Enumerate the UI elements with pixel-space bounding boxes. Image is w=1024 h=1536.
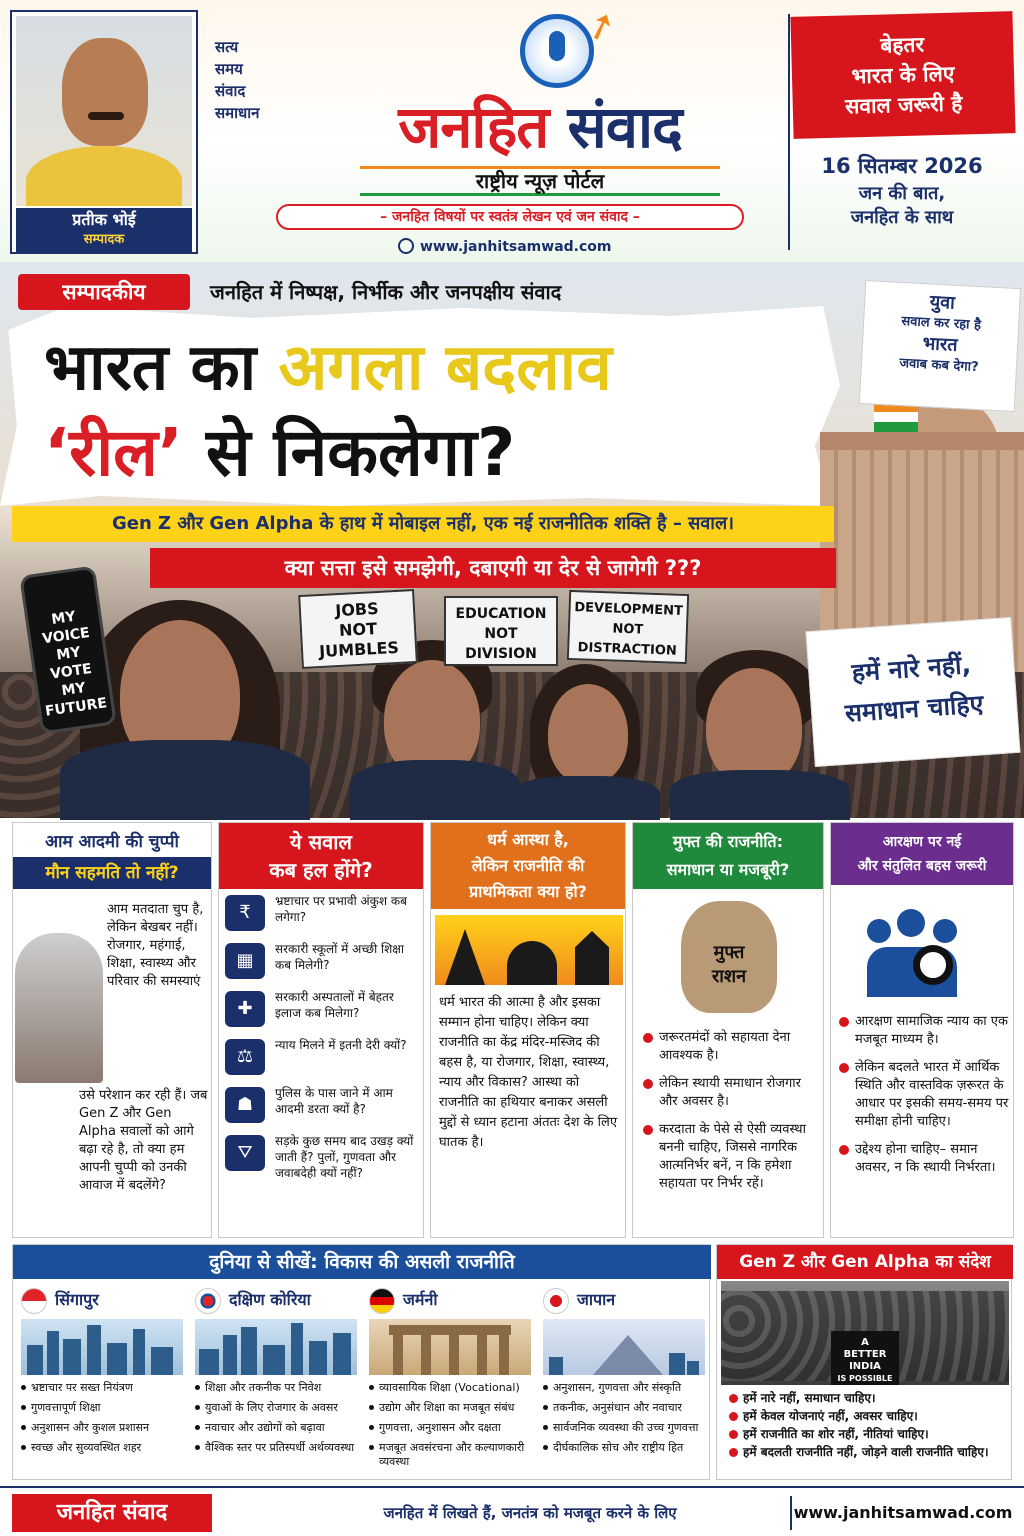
list-item: दीर्घकालिक सोच और राष्ट्रीय हित: [543, 1441, 707, 1455]
country-singapore: [15, 1281, 187, 1477]
column-header: [219, 823, 423, 889]
list-item: युवाओं के लिए रोजगार के अवसर: [195, 1401, 359, 1415]
column-reservation: [830, 822, 1014, 1238]
column-freebies: [632, 822, 824, 1238]
justice-scale-icon: ⚖: [225, 1039, 265, 1075]
list-item: हमें नारे नहीं, समाधान चाहिए।: [729, 1391, 1005, 1406]
editorial-subtitle: जनहित में निष्पक्ष, निर्भीक और जनपक्षीय संवाद: [210, 280, 562, 304]
protester-body: [60, 740, 310, 820]
placard-line: JOBS: [334, 598, 380, 621]
bag-label: राशन: [711, 966, 747, 987]
editor-name: प्रतीक भोई: [72, 210, 136, 229]
column-title: और संतुलित बहस जरूरी: [857, 858, 987, 874]
issue-date: 16 सितम्बर 2026: [821, 154, 983, 178]
slogan-line: बेहतर: [880, 32, 925, 58]
motto: [215, 36, 305, 124]
phone-text: FUTURE: [44, 695, 108, 720]
list-item: वैश्विक स्तर पर प्रतिस्पर्धी अर्थव्यवस्था: [195, 1441, 359, 1455]
column-text: उसे परेशान कर रही हैं। जब Gen Z और Gen Alpha सवालों को आगे बढ़ा रहे है, तो क्या हम आपनी चुप्पी को उनकी आवाज में बदलेंगे?: [79, 1088, 208, 1193]
question-text: सड़के कुछ समय बाद उखड़ क्यों जाती हैं? पुलों, गुणवता और जवाबदेही क्यों नहीं?: [275, 1134, 414, 1180]
country-name: [195, 1285, 357, 1315]
country-points: [21, 1381, 185, 1461]
headline-highlight: अगला बदलाव: [278, 331, 612, 405]
country-label: जर्मनी: [403, 1290, 438, 1309]
shirt-line: A: [861, 1337, 869, 1348]
police-icon: ☗: [225, 1087, 265, 1123]
solution-line: हमें नारे नहीं,: [850, 649, 972, 688]
motto-line: समय: [215, 60, 243, 78]
phone-text: MY: [60, 680, 87, 700]
country-label: सिंगापुर: [55, 1290, 99, 1309]
country-japan: [537, 1281, 709, 1477]
protester-body: [350, 760, 520, 820]
column-title: आम आदमी की चुप्पी: [45, 832, 179, 852]
slogan-box: [790, 11, 1015, 139]
column-header: [431, 823, 625, 909]
youth-question-card: [859, 280, 1021, 412]
placard-education: [444, 596, 558, 666]
header-tagline: – जनहित विषयों पर स्वतंत्र लेखन एवं जन संवाद –: [276, 204, 744, 230]
elderly-man-photo: [15, 933, 103, 1083]
list-item: सार्वजनिक व्यवस्था की उच्च गुणवत्ता: [543, 1421, 707, 1435]
placard-jobs: [298, 589, 418, 669]
country-germany: [363, 1281, 535, 1477]
list-item: शिक्षा और तकनीक पर निवेश: [195, 1381, 359, 1395]
tshirt-text: [831, 1331, 899, 1385]
column-title: समाधान या मजबूरी?: [666, 860, 790, 879]
placard-line: NOT: [338, 619, 378, 640]
germany-flag-icon: [369, 1288, 395, 1314]
placard-line: EDUCATION: [455, 606, 547, 622]
rupee-icon: ₹: [225, 895, 265, 931]
list-item: उद्देश्य होना चाहिए– समान अवसर, न कि स्थायी निर्भरता।: [839, 1141, 1011, 1177]
protester-body: [510, 776, 660, 820]
placard-line: DISTRACTION: [577, 640, 677, 659]
question-text: सरकारी स्कूलों में अच्छी शिक्षा कब मिलेगी?: [275, 942, 405, 972]
genz-message-section: [716, 1244, 1012, 1480]
brand-title[interactable]: [300, 92, 780, 162]
headline-line-2: [44, 410, 844, 496]
list-item: करदाता के पेसे से ऐसी व्यवस्था बननी चाहिए, जिससे नागरिक आत्मनिर्भर बनें, न कि हमेशा सहायता पर निर्भर रहें।: [643, 1121, 819, 1193]
subline: जन की बात,: [858, 183, 946, 204]
phone-text: MY: [50, 608, 77, 628]
motto-line: समाधान: [215, 104, 260, 122]
footer-tagline: जनहित में लिखते हैं, जनतंत्र को मजबूत करने के लिए: [383, 1504, 677, 1522]
column-title: आरक्षण पर नई: [882, 834, 962, 850]
phone-text: MY: [55, 644, 82, 664]
reservation-list: [839, 1013, 1011, 1187]
protester-body: [670, 770, 850, 820]
column-text: आम मतदाता चुप है, लेकिन बेखबर नहीं। रोजगार, महंगाई, शिक्षा, स्वास्थ्य और परिवार की समस्याएं: [107, 902, 204, 989]
protester-face: [706, 668, 802, 786]
shirt-line: IS POSSIBLE: [837, 1374, 893, 1383]
column-title: लेकिन राजनीति की: [471, 856, 585, 875]
column-title: मौन सहमति तो नहीं?: [13, 857, 211, 889]
list-item: हमें बदलती राजनीति नहीं, जोड़ने वाली राजनीति चाहिए।: [729, 1445, 1005, 1460]
masthead: [0, 0, 1024, 262]
country-points: [369, 1381, 533, 1475]
genz-strip: Gen Z और Gen Alpha के हाथ में मोबाइल नहीं, एक नई राजनीतिक शक्ति है – सवाल।: [12, 506, 834, 542]
solution-card: [806, 617, 1021, 767]
country-points: [195, 1381, 359, 1461]
placard-line: DEVELOPMENT: [574, 600, 684, 619]
list-item: [221, 1085, 421, 1129]
list-item: [221, 989, 421, 1033]
list-item: [221, 893, 421, 937]
freebies-list: [643, 1029, 819, 1203]
placard-development: [567, 590, 689, 664]
question-text: सरकारी अस्पतालों में बेहतर इलाज कब मिलेगा?: [275, 990, 394, 1020]
list-item: [221, 1037, 421, 1081]
question-list: [221, 893, 421, 1185]
list-item: अनुशासन और कुशल प्रशासन: [21, 1421, 185, 1435]
gate-image: [369, 1319, 531, 1375]
list-item: उद्योग और शिक्षा का मजबूत संबंध: [369, 1401, 533, 1415]
brand-title-part2: संवाद: [567, 93, 682, 161]
editor-role: सम्पादक: [83, 232, 125, 247]
list-item: [221, 941, 421, 985]
skyline-image: [195, 1319, 357, 1375]
hospital-icon: ✚: [225, 991, 265, 1027]
brand-title-part1: जनहित: [398, 93, 549, 161]
list-item: [221, 1133, 421, 1181]
list-item: लेकिन बदलते भारत में आर्थिक स्थिति और वास्तविक ज़रूरत के आधार पर इसकी समय-समय पर समीक्षा होनी चाहिए।: [839, 1059, 1011, 1131]
list-item: स्वच्छ और सुव्यवस्थित शहर: [21, 1441, 185, 1455]
list-item: गुणवत्तापूर्ण शिक्षा: [21, 1401, 185, 1415]
mountain-image: [543, 1319, 705, 1375]
headline-part: से निकलेगा?: [182, 414, 516, 491]
date-block: [790, 150, 1014, 230]
section-title: Gen Z और Gen Alpha का संदेश: [717, 1245, 1013, 1279]
section-title: दुनिया से सीखें: विकास की असली राजनीति: [13, 1245, 711, 1279]
portal-label: राष्ट्रीय न्यूज़ पोर्टल: [360, 166, 720, 196]
column-title: धर्म आस्था है,: [487, 830, 569, 849]
column-header: [831, 823, 1013, 885]
country-points: [543, 1381, 707, 1461]
youth-card-line: युवा: [929, 291, 956, 314]
south-korea-flag-icon: [195, 1288, 221, 1314]
list-item: अनुशासन, गुणवत्ता और संस्कृति: [543, 1381, 707, 1395]
headline-line-1: [44, 326, 844, 410]
column-title: कब हल होंगे?: [269, 858, 373, 882]
motto-line: संवाद: [215, 82, 246, 100]
header-website-link[interactable]: [398, 236, 658, 258]
youth-card-line: सवाल कर रहा है: [901, 313, 982, 334]
list-item: हमें राजनीति का शोर नहीं, नीतियां चाहिए।: [729, 1427, 1005, 1442]
japan-flag-icon: [543, 1288, 569, 1314]
bag-label: मुफ्त: [713, 942, 745, 963]
placard-line: JUMBLES: [318, 637, 400, 662]
footer-website-link[interactable]: www.janhitsamwad.com: [790, 1496, 1014, 1530]
column-religion: [430, 822, 626, 1238]
solution-line: समाधान चाहिए: [843, 689, 985, 728]
question-text: भ्रष्टाचार पर प्रभावी अंकुश कब लगेगा?: [275, 894, 407, 924]
footer: [0, 1486, 1024, 1536]
list-item: मजबूत अवसंरचना और कल्याणकारी व्यवस्था: [369, 1441, 533, 1469]
youth-card-line: जवाब कब देगा?: [899, 355, 979, 376]
motto-line: सत्य: [215, 38, 239, 56]
genz-points: [729, 1391, 1005, 1463]
slogan-line: भारत के लिए: [851, 61, 955, 89]
editorial-tag: सम्पादकीय: [18, 274, 190, 310]
list-item: हमें केवल योजनाएं नहीं, अवसर चाहिए।: [729, 1409, 1005, 1424]
headline-part: भारत का: [44, 331, 279, 405]
footer-brand[interactable]: जनहित संवाद: [12, 1494, 212, 1532]
country-label: दक्षिण कोरिया: [229, 1290, 311, 1309]
headline-highlight: ‘रील’: [44, 414, 183, 491]
genz-crowd-photo: [721, 1281, 1009, 1385]
country-label: जापान: [577, 1290, 616, 1309]
editor-caption: [16, 208, 192, 252]
people-magnifier-icon: [867, 909, 979, 999]
globe-icon: [398, 238, 414, 254]
list-item: लेकिन स्थायी समाधान रोजगार और अवसर है।: [643, 1075, 819, 1111]
country-name: [543, 1285, 705, 1315]
youth-card-line: भारत: [922, 333, 959, 356]
column-header: [13, 823, 211, 893]
list-item: जरूरतमंदों को सहायता देना आवश्यक है।: [643, 1029, 819, 1065]
website-text: www.janhitsamwad.com: [420, 239, 612, 255]
placard-line: NOT: [484, 626, 518, 642]
country-south-korea: [189, 1281, 361, 1477]
list-item: नवाचार और उद्योगों को बढ़ावा: [195, 1421, 359, 1435]
column-text: धर्म भारत की आत्मा है और इसका सम्मान होना चाहिए। लेकिन क्या राजनीति का केंद्र मंदिर-मस्जिद की बहस है, या रोजगार, शिक्षा, स्वास्थ्य, न्याय और विकास? आस्था को राजनीति का हथियार बनाकर असली मुद्दों से ध्यान हटाना अंततः देश के लिए घातक है।: [439, 995, 618, 1150]
question-strip: क्या सत्ता इसे समझेगी, दबाएगी या देर से जागेगी ???: [150, 548, 836, 588]
question-text: न्याय मिलने में इतनी देरी क्यों?: [275, 1038, 407, 1052]
list-item: तकनीक, अनुसंधान और नवाचार: [543, 1401, 707, 1415]
column-title: प्राथमिकता क्या हो?: [469, 882, 587, 901]
question-text: पुलिस के पास जाने में आम आदमी डरता क्यों है?: [275, 1086, 393, 1116]
column-title: ये सवाल: [290, 830, 352, 854]
protester-face: [548, 684, 628, 784]
shirt-line: INDIA: [849, 1361, 881, 1372]
country-name: [369, 1285, 531, 1315]
editor-card: [10, 10, 198, 254]
slogan-line: सवाल जरूरी है: [844, 91, 963, 119]
phone-text: VOTE: [49, 660, 93, 683]
temples-silhouette: [435, 915, 623, 985]
column-silence: [12, 822, 212, 1238]
editor-photo: [16, 16, 192, 206]
placard-line: DIVISION: [465, 646, 537, 662]
school-icon: ▦: [225, 943, 265, 979]
placard-line: NOT: [612, 621, 644, 638]
column-questions: [218, 822, 424, 1238]
list-item: गुणवत्ता, अनुशासन और दक्षता: [369, 1421, 533, 1435]
list-item: भ्रष्टाचार पर सख्त नियंत्रण: [21, 1381, 185, 1395]
list-item: आरक्षण सामाजिक न्याय का एक मजबूत माध्यम है।: [839, 1013, 1011, 1049]
world-lessons-section: [12, 1244, 710, 1480]
country-name: [21, 1285, 183, 1315]
shirt-line: BETTER: [843, 1349, 887, 1360]
list-item: व्यावसायिक शिक्षा (Vocational): [369, 1381, 533, 1395]
subline: जनहित के साथ: [850, 207, 954, 228]
globe-mic-logo-icon: [520, 14, 594, 88]
ration-bag: [681, 901, 777, 1013]
skyline-image: [21, 1319, 183, 1375]
road-icon: ⛛: [225, 1135, 265, 1171]
phone-text: VOICE: [41, 624, 91, 648]
column-header: [633, 823, 823, 889]
growth-arrow-icon: ➚: [579, 2, 623, 51]
column-title: मुफ्त की राजनीति:: [672, 832, 784, 851]
singapore-flag-icon: [21, 1288, 47, 1314]
